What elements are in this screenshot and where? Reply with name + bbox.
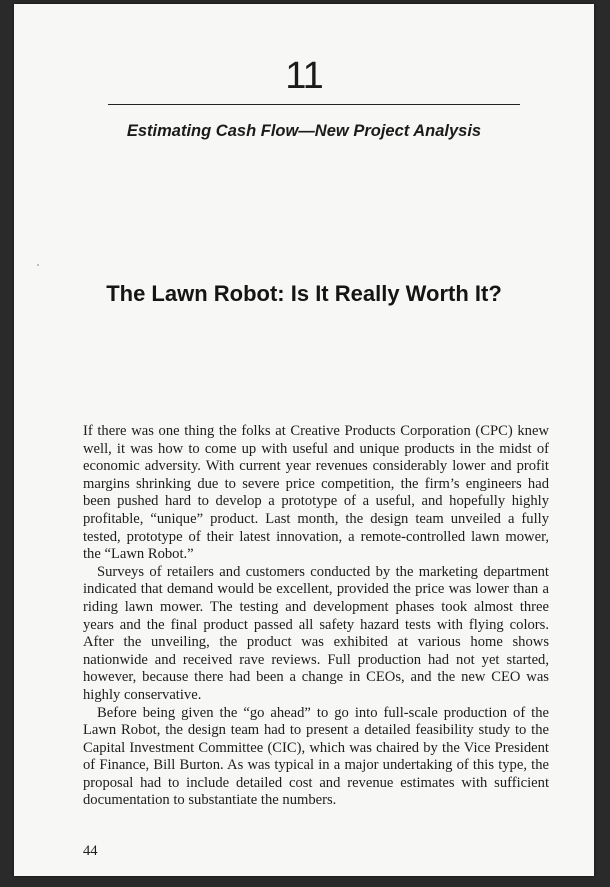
page-number: 44 [83,843,98,859]
paragraph-2: Surveys of retailers and customers conducted by the marketing department indicated that demand would be excellent, provided the price was lower than a riding lawn mower. The testing and development phases took almost three years and the final product passed all safety hazard tests with flying colors. After the unveiling, the product was exhibited at various home shows nationwide and received rave reviews. Full production had not yet started, however, because there had been a change in CEOs, and the new CEO was highly conservative. [83,563,549,703]
chapter-divider [108,104,520,105]
case-title: The Lawn Robot: Is It Really Worth It? [106,281,502,306]
paragraph-1: If there was one thing the folks at Creative Products Corporation (CPC) knew well, it was how to come up with useful and unique products in the midst of economic adversity. With current year revenues considerably lower and profit margins shrinking due to severe price competition, the firm’s engineers had been pushed hard to develop a prototype of a useful, and hopefully highly profitable, “unique” product. Last month, the design team unveiled a fully tested, prototype of their latest innovation, a remote-controlled lawn mower, the “Lawn Robot.” [83,423,549,563]
book-page [14,4,594,876]
chapter-number: 11 [285,55,323,97]
body-text [83,423,549,810]
scan-speck [37,264,39,266]
paragraph-3: Before being given the “go ahead” to go into full-scale production of the Lawn Robot, the design team had to present a detailed feasibility study to the Capital Investment Committee (CIC), which was chaired by the Vice President of Finance, Bill Burton. As was typical in a major undertaking of this type, the proposal had to include detailed cost and revenue estimates with sufficient documentation to substantiate the numbers. [83,704,549,809]
chapter-subtitle: Estimating Cash Flow—New Project Analysis [126,122,482,140]
